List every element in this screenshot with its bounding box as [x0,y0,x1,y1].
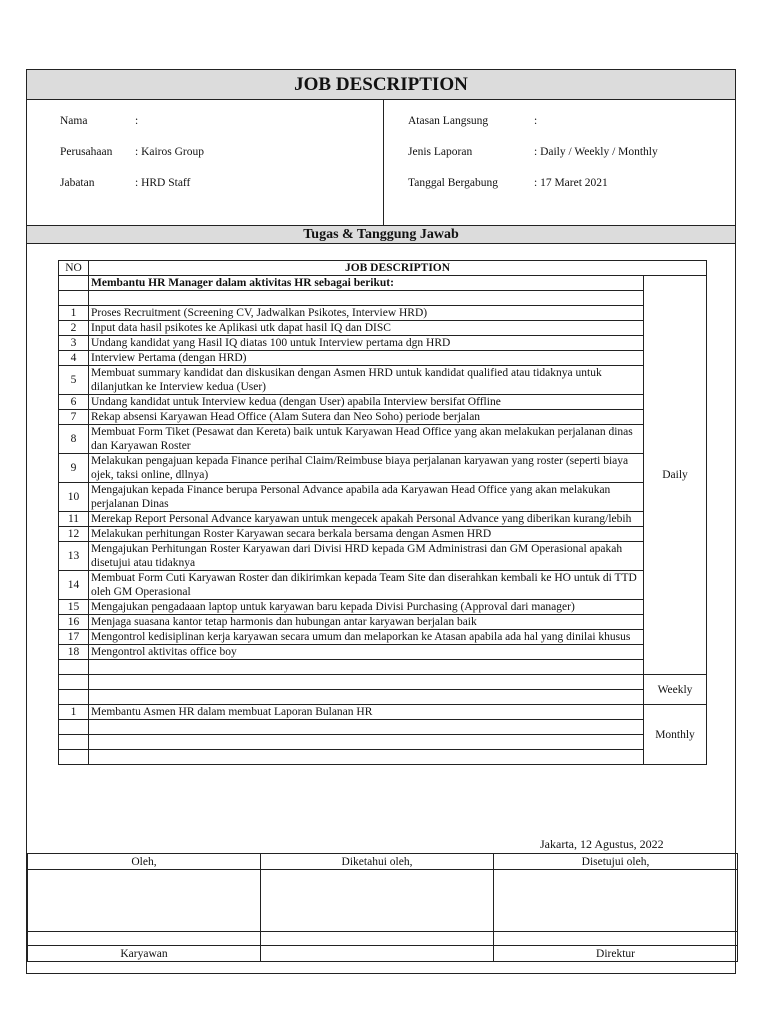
task-number: 14 [59,571,89,600]
signature-footer-row [28,946,738,962]
table-row [59,425,707,454]
task-description: Merekap Report Personal Advance karyawan untuk mengecek apakah Personal Advance yang diberikan kurang/lebih [89,512,644,527]
task-number: 4 [59,351,89,366]
task-description: Mengajukan Perhitungan Roster Karyawan dari Divisi HRD kepada GM Administrasi dan GM Operasional apakah disetujui atau tidaknya [89,542,644,571]
table-row [59,571,707,600]
table-row [59,351,707,366]
frequency-daily: Daily [644,276,707,675]
task-description: Undang kandidat untuk Interview kedua (dengan User) apabila Interview bersifat Offline [89,395,644,410]
table-row [59,720,707,735]
task-number: 13 [59,542,89,571]
label-nama: Nama [60,115,88,127]
job-description-form [26,69,736,974]
task-description: Membuat Form Tiket (Pesawat dan Kereta) baik untuk Karyawan Head Office yang akan melakukan perjalanan dinas dan Karyawan Roster [89,425,644,454]
table-row [59,675,707,690]
task-number: 11 [59,512,89,527]
value-jabatan: : HRD Staff [135,177,191,189]
label-jenis-laporan: Jenis Laporan [408,146,473,158]
info-divider [383,100,384,225]
value-perusahaan: : Kairos Group [135,146,204,158]
task-description: Mengontrol kedisiplinan kerja karyawan secara umum dan melaporkan ke Atasan apabila ada hal yang dinilai khusus [89,630,644,645]
table-row [59,750,707,765]
table-row [59,660,707,675]
document-title: JOB DESCRIPTION [27,70,735,100]
table-row [59,306,707,321]
tasks-table [58,260,707,765]
task-description: Mengontrol aktivitas office boy [89,645,644,660]
table-header-row [59,261,707,276]
task-number: 3 [59,336,89,351]
table-row [59,512,707,527]
intro-text: Membantu HR Manager dalam aktivitas HR sebagai berikut: [89,276,644,291]
label-jabatan: Jabatan [60,177,95,189]
task-number: 10 [59,483,89,512]
table-row [59,615,707,630]
frequency-weekly: Weekly [644,675,707,705]
task-number: 12 [59,527,89,542]
label-atasan-langsung: Atasan Langsung [408,115,489,127]
task-description: Mengajukan pengadaaan laptop untuk karyawan baru kepada Divisi Purchasing (Approval dari manager) [89,600,644,615]
signature-footer-karyawan: Karyawan [28,946,261,962]
table-row [59,454,707,483]
table-row [59,366,707,395]
signature-header-diketahui: Diketahui oleh, [261,854,494,870]
signature-box-diketahui [261,870,494,932]
tasks-body [59,276,707,765]
header-no: NO [59,261,89,276]
task-number: 18 [59,645,89,660]
task-number: 2 [59,321,89,336]
signature-header-row [28,854,738,870]
task-number: 1 [59,705,89,720]
table-row [59,395,707,410]
table-row [59,527,707,542]
table-row [59,276,707,291]
section-title: Tugas & Tanggung Jawab [27,225,735,244]
signature-table [27,853,738,972]
task-number: 16 [59,615,89,630]
table-row [59,336,707,351]
table-row [59,483,707,512]
value-jenis-laporan: : Daily / Weekly / Monthly [534,146,658,158]
table-row [59,630,707,645]
task-number: 7 [59,410,89,425]
task-description: Proses Recruitment (Screening CV, Jadwalkan Psikotes, Interview HRD) [89,306,644,321]
task-description: Membuat summary kandidat dan diskusikan dengan Asmen HRD untuk kandidat qualified atau tidaknya untuk dilanjutkan ke Interview kedua (User) [89,366,644,395]
table-row [59,690,707,705]
employee-info-section [27,100,735,225]
value-tanggal-bergabung: : 17 Maret 2021 [534,177,608,189]
signature-bottom-row [28,962,738,972]
signature-footer-middle [261,946,494,962]
task-number: 9 [59,454,89,483]
signature-footer-direktur: Direktur [494,946,738,962]
signature-header-oleh: Oleh, [28,854,261,870]
table-row [59,410,707,425]
signature-spacer-row [28,932,738,946]
table-row [59,645,707,660]
task-number: 6 [59,395,89,410]
value-nama: : [135,115,139,127]
task-number: 5 [59,366,89,395]
signature-box-karyawan [28,870,261,932]
task-description: Melakukan perhitungan Roster Karyawan secara berkala bersama dengan Asmen HRD [89,527,644,542]
task-description: Interview Pertama (dengan HRD) [89,351,644,366]
table-row [59,705,707,720]
task-description: Input data hasil psikotes ke Aplikasi utk dapat hasil IQ dan DISC [89,321,644,336]
frequency-monthly: Monthly [644,705,707,765]
table-row [59,600,707,615]
table-row [59,321,707,336]
signature-space-row [28,870,738,932]
signature-header-disetujui: Disetujui oleh, [494,854,738,870]
table-row [59,542,707,571]
value-atasan-langsung: : [534,115,538,127]
table-row [59,291,707,306]
task-description: Membantu Asmen HR dalam membuat Laporan Bulanan HR [89,705,644,720]
header-job-description: JOB DESCRIPTION [89,261,707,276]
task-description: Membuat Form Cuti Karyawan Roster dan dikirimkan kepada Team Site dan diserahkan kembali ke HO untuk di TTD oleh GM Operasional [89,571,644,600]
label-perusahaan: Perusahaan [60,146,113,158]
task-description: Menjaga suasana kantor tetap harmonis dan hubungan antar karyawan berjalan baik [89,615,644,630]
task-number: 17 [59,630,89,645]
task-description: Rekap absensi Karyawan Head Office (Alam Sutera dan Neo Soho) periode berjalan [89,410,644,425]
label-tanggal-bergabung: Tanggal Bergabung [408,177,499,189]
task-number: 15 [59,600,89,615]
task-description: Undang kandidat yang Hasil IQ diatas 100 untuk Interview pertama dgn HRD [89,336,644,351]
table-row [59,735,707,750]
task-number: 8 [59,425,89,454]
signature-box-direktur [494,870,738,932]
task-description: Mengajukan kepada Finance berupa Personal Advance apabila ada Karyawan Head Office yang akan melakukan perjalanan Dinas [89,483,644,512]
task-number: 1 [59,306,89,321]
place-date: Jakarta, 12 Agustus, 2022 [540,837,664,851]
task-description: Melakukan pengajuan kepada Finance perihal Claim/Reimbuse biaya perjalanan karyawan yang roster (seperti biaya ojek, taksi online, dllnya) [89,454,644,483]
